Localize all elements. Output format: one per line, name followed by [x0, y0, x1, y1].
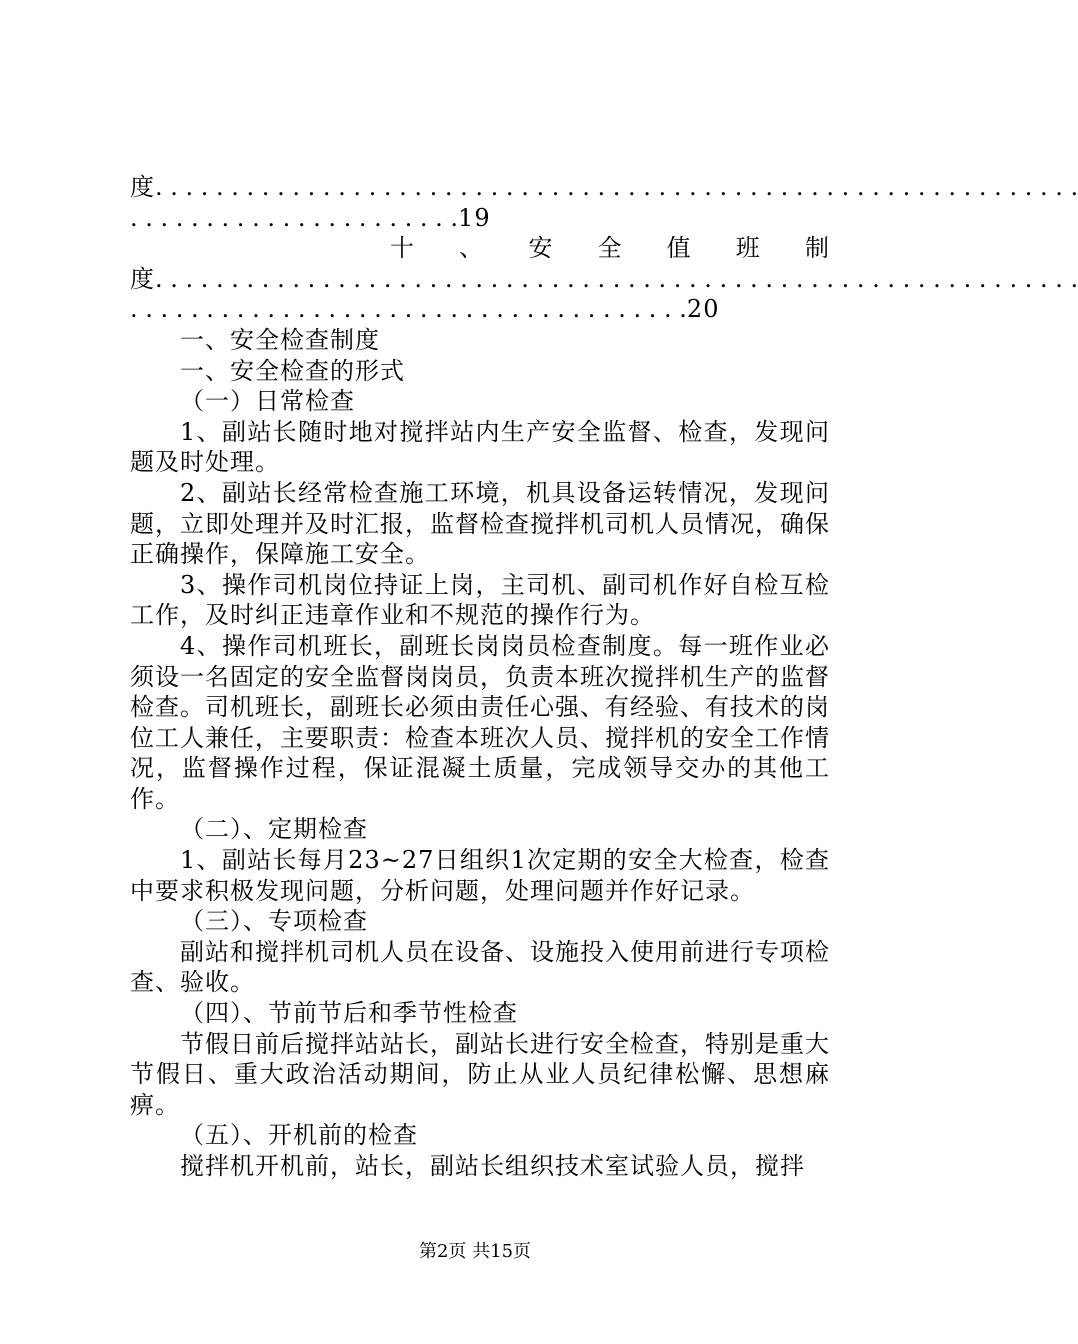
toc-title-char: 、	[459, 234, 485, 263]
toc-page-number: 19	[458, 203, 491, 232]
paragraph: 2、副站长经常检查施工环境，机具设备运转情况，发现问题，立即处理并及时汇报，监督检查搅拌机司机人员情况，确保正确操作，保障施工安全。	[130, 478, 830, 569]
paragraph: 副站和搅拌机司机人员在设备、设施投入使用前进行专项检查、验收。	[130, 937, 830, 997]
toc-title-char: 制	[804, 234, 830, 263]
document-body	[130, 172, 1078, 1182]
toc-entry-tail: 度	[130, 264, 155, 293]
toc-entry	[130, 172, 1078, 203]
toc-leader-dots: . . . . . . . . . . . . . . . . . . . . . . . . . . . . . . . . . . . . . . . . . . . . . . . . . . . . . . . . . . . . .	[155, 173, 1078, 201]
subsection-heading: （一）日常检查	[180, 387, 355, 416]
page-footer: 第2页 共15页	[418, 1241, 532, 1262]
paragraph: 搅拌机开机前，站长，副站长组织技术室试验人员，搅拌	[180, 1152, 805, 1180]
toc-leader-dots: . . . . . . . . . . . . . . . . . . . . . . . . . . . . . . . . . . . . . . . . . . . . . . . . . . . . . . . . . . . . .	[155, 264, 1078, 293]
section-heading: 一、安全检查的形式	[180, 356, 405, 385]
paragraph: 3、操作司机岗位持证上岗，主司机、副司机作好自检互检工作，及时纠正违章作业和不规范的操作行为。	[130, 570, 830, 630]
toc-entry-title	[390, 233, 830, 264]
subsection-heading: （五）、开机前的检查	[180, 1121, 418, 1150]
subsection-heading: （三）、专项检查	[180, 907, 368, 936]
subsection-heading: （二）、定期检查	[180, 815, 368, 844]
paragraph: 1、副站长随时地对搅拌站内生产安全监督、检查，发现问题及时处理。	[130, 417, 830, 477]
toc-title-char: 全	[597, 234, 623, 263]
toc-entry	[130, 294, 830, 325]
toc-entry	[130, 203, 830, 234]
paragraph: 1、副站长每月23~27日组织1次定期的安全大检查，检查中要求积极发现问题，分析问题，处理问题并作好记录。	[130, 846, 830, 905]
toc-title-char: 十	[390, 234, 415, 263]
toc-title-char: 值	[666, 234, 692, 263]
toc-leader-dots: . . . . . . . . . . . . . . . . . . . . . .	[130, 203, 459, 232]
subsection-heading: （四）、节前节后和季节性检查	[180, 999, 518, 1028]
toc-page-number: 20	[686, 295, 720, 324]
toc-leader-dots: . . . . . . . . . . . . . . . . . . . . . . . . . . . . . . . . . . . . .	[130, 295, 687, 324]
toc-title-char: 班	[735, 234, 761, 263]
toc-entry-tail: 度	[130, 173, 155, 201]
paragraph: 4、操作司机班长，副班长岗岗员检查制度。每一班作业必须设一名固定的安全监督岗岗员，负责本班次搅拌机生产的监督检查。司机班长，副班长必须由责任心强、有经验、有技术的岗位工人兼任，主要职责：检查本班次人员、搅拌机的安全工作情况，监督操作过程，保证混凝土质量，完成领导交办的其他工作。	[130, 631, 830, 813]
paragraph: 节假日前后搅拌站站长，副站长进行安全检查，特别是重大节假日、重大政治活动期间，防止从业人员纪律松懈、思想麻痹。	[130, 1029, 830, 1119]
section-heading: 一、安全检查制度	[180, 325, 380, 354]
toc-title-char: 安	[528, 234, 554, 263]
toc-entry	[130, 264, 1078, 295]
